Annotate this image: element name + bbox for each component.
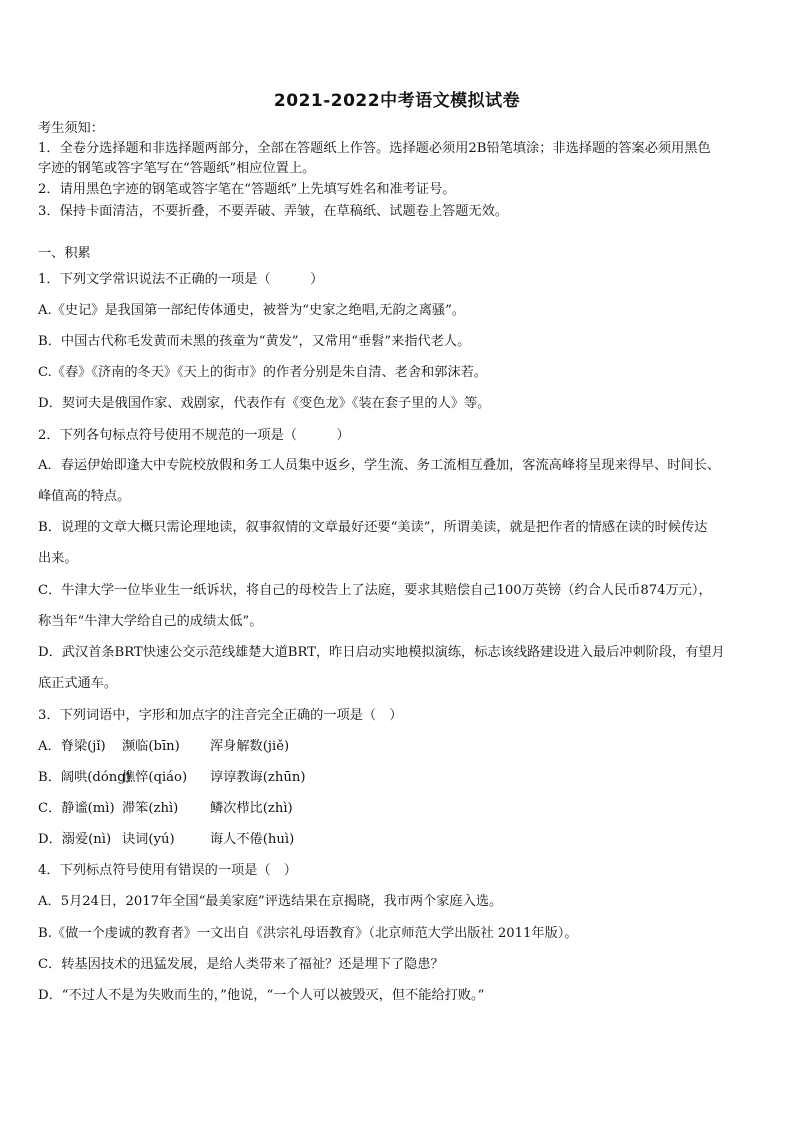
q3-stem: 3．下列词语中，字形和加点字的注音完全正确的一项是（ ） (38, 708, 403, 723)
notice-line-2: 字迹的钢笔或答字笔写在“答题纸”相应位置上。 (38, 161, 316, 176)
q4-option-a: A．5月24日，2017年全国“最美家庭”评选结果在京揭晓，我市两个家庭入选。 (38, 894, 503, 909)
notice-line-3: 2．请用黑色字迹的钢笔或答字笔在“答题纸”上先填写姓名和准考证号。 (38, 182, 456, 197)
q3-a-word3: 浑身解数(jiě) (210, 739, 290, 754)
q3-c-word2: 滞笨(zhì) (122, 801, 179, 816)
q3-b-word2: 憔悴(qiáo) (122, 770, 188, 785)
q4-option-d: D．“不过人不是为失败而生的，”他说，“一个人可以被毁灭，但不能给打败。” (38, 988, 485, 1003)
q3-b-word1: B．阔哄(dóng) (38, 770, 131, 785)
q3-d-word3: 诲人不倦(huì) (210, 832, 295, 847)
q3-a-word1: A．脊梁(jǐ) (38, 739, 106, 754)
q3-a-word2: 濒临(bīn) (122, 739, 180, 754)
q2-option-a-line2: 峰值高的特点。 (38, 489, 131, 504)
q1-option-d: D．契诃夫是俄国作家、戏剧家，代表作有《变色龙》《装在套子里的人》等。 (38, 396, 491, 411)
q3-c-word1: C．静谧(mì) (38, 801, 115, 816)
q2-option-a-line1: A．春运伊始即逢大中专院校放假和务工人员集中返乡，学生流、务工流相互叠加，客流高峰将呈现来得早、时间长、 (38, 458, 721, 473)
q2-option-b-line1: B．说理的文章大概只需论理地读，叙事叙情的文章最好还要“美读”，所谓美读，就是把作者的情感在读的时候传达 (38, 520, 708, 535)
q4-option-b: B.《做一个虔诚的教育者》一文出自《洪宗礼母语教育》（北京师范大学出版社 2011年版）。 (38, 926, 578, 941)
q1-option-b: B．中国古代称毛发黄而未黑的孩童为“黄发”，又常用“垂髫”来指代老人。 (38, 334, 471, 349)
q3-option-d (38, 830, 294, 850)
q3-option-c (38, 799, 293, 819)
q4-option-c: C．转基因技术的迅猛发展，是给人类带来了福祉？还是埋下了隐患？ (38, 957, 444, 972)
q2-option-c-line1: C．牛津大学一位毕业生一纸诉状，将自己的母校告上了法庭，要求其赔偿自己100万英镑（约合人民币874万元）， (38, 583, 712, 598)
q3-option-b (38, 768, 305, 788)
q3-d-word2: 诀词(yú) (122, 832, 175, 847)
q3-c-word3: 鳞次栉比(zhì) (210, 801, 293, 816)
q3-option-a (38, 737, 289, 757)
q1-option-a: A.《史记》是我国第一部纪传体通史，被誉为“史家之绝唱,无韵之离骚”。 (38, 303, 466, 318)
q2-stem: 2．下列各句标点符号使用不规范的一项是（ ） (38, 428, 350, 443)
q1-stem: 1．下列文学常识说法不正确的一项是（ ） (38, 272, 324, 287)
q2-option-d-line1: D．武汉首条BRT快速公交示范线雄楚大道BRT，昨日启动实地模拟演练，标志该线路建设进入最后冲刺阶段，有望月 (38, 645, 725, 660)
q2-option-b-line2: 出来。 (38, 551, 78, 566)
q2-option-d-line2: 底正式通车。 (38, 676, 118, 691)
notice-line-1: 1．全卷分选择题和非选择题两部分，全部在答题纸上作答。选择题必须用2B铅笔填涂；非选择题的答案必须用黑色 (38, 141, 711, 156)
page-title: 2021-2022中考语文模拟试卷 (273, 91, 521, 111)
q3-d-word1: D．溺爱(nì) (38, 832, 112, 847)
q3-b-word3: 谆谆教诲(zhūn) (210, 770, 306, 785)
q4-stem: 4．下列标点符号使用有错误的一项是（ ） (38, 863, 297, 878)
q1-option-c: C.《春》《济南的冬天》《天上的街市》的作者分别是朱自清、老舍和郭沫若。 (38, 365, 487, 380)
notice-heading: 考生须知： (38, 121, 104, 136)
section-heading: 一、积累 (38, 246, 91, 261)
notice-line-4: 3．保持卡面清洁，不要折叠，不要弄破、弄皱，在草稿纸、试题卷上答题无效。 (38, 204, 508, 219)
q2-option-c-line2: 称当年“牛津大学给自己的成绩太低”。 (38, 614, 263, 629)
